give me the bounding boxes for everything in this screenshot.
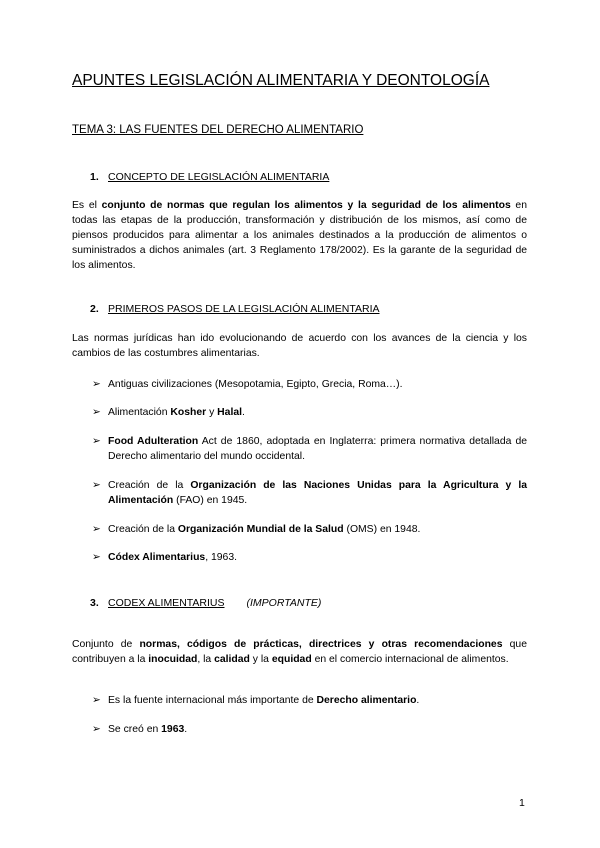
text-run: . — [184, 724, 188, 735]
list-item — [92, 478, 527, 508]
section-1-heading — [90, 171, 329, 183]
list-item — [92, 405, 527, 420]
text-run: Creación de la — [108, 480, 191, 491]
text-run: . — [242, 407, 245, 418]
section-2-intro: Las normas jurídicas han ido evolucionando de acuerdo con los avances de la ciencia y los cambios de las costumbres alimentarias. — [72, 333, 527, 359]
section-title: CONCEPTO DE LEGISLACIÓN ALIMENTARIA — [108, 171, 330, 183]
text-run: Es el — [72, 200, 102, 211]
arrow-bullet-icon: ➢ — [92, 695, 101, 706]
section-3-paragraph — [72, 637, 527, 667]
text-run: Es la fuente internacional más importante de — [108, 695, 317, 706]
section-number: 2. — [90, 303, 99, 315]
bold-run: Food Adulteration — [108, 436, 199, 447]
bold-run: Derecho alimentario — [316, 695, 417, 706]
arrow-bullet-icon: ➢ — [92, 436, 101, 447]
list-item — [92, 434, 527, 464]
list-item — [92, 522, 527, 537]
arrow-bullet-icon: ➢ — [92, 480, 101, 491]
text-run: en el comercio internacional de alimentos. — [311, 654, 509, 665]
section-number: 1. — [90, 171, 99, 183]
bold-run: conjunto de normas que regulan los alimentos y la seguridad de los alimentos — [101, 200, 511, 211]
document-title: APUNTES LEGISLACIÓN ALIMENTARIA Y DEONTOLOGÍA — [72, 72, 490, 89]
section-title: PRIMEROS PASOS DE LA LEGISLACIÓN ALIMENTARIA — [108, 303, 380, 315]
text-run: Act de 1860, adoptada en Inglaterra: primera normativa detallada de Derecho alimentario del mundo occidental. — [108, 436, 528, 462]
text-run: Creación de la — [108, 524, 178, 535]
arrow-bullet-icon: ➢ — [92, 552, 101, 563]
text-run: y — [206, 407, 218, 418]
section-2-heading — [90, 303, 380, 315]
bold-run: calidad — [214, 654, 250, 665]
text-run: . — [416, 695, 420, 706]
arrow-bullet-icon: ➢ — [92, 379, 101, 390]
text-run: Se creó en — [108, 724, 162, 735]
section-1-paragraph — [72, 198, 527, 273]
text-run: en todas las etapas de la producción, transformación y distribución de los mismos, así como de piensos producidos para alimentar a los animales destinados a la producción de alimentos o suministrados a dichos animales (art. 3 Reglamento 178/2002). Es la garante de la seguridad de los alimentos. — [72, 200, 527, 271]
text-run: que contribuyen a la — [72, 639, 527, 665]
bold-run: Organización de las Naciones Unidas para la Agricultura y la Alimentación — [108, 480, 528, 506]
bold-run: 1963 — [161, 724, 185, 735]
text-run: Alimentación — [108, 407, 171, 418]
arrow-bullet-icon: ➢ — [92, 524, 101, 535]
text-run: Conjunto de — [72, 639, 140, 650]
bold-run: inocuidad — [148, 654, 198, 665]
section-number: 3. — [90, 597, 99, 609]
page-number: 1 — [519, 797, 525, 809]
bold-run: normas, códigos de prácticas, directrices y otras recomendaciones — [139, 639, 503, 650]
list-item — [92, 377, 527, 392]
list-item — [92, 722, 527, 737]
bold-run: equidad — [271, 654, 312, 665]
text-run: (OMS) en 1948. — [343, 524, 421, 535]
section-3-heading — [90, 597, 321, 609]
list-item — [92, 550, 527, 565]
text-run: , la — [197, 654, 215, 665]
arrow-bullet-icon: ➢ — [92, 407, 101, 418]
list-item — [92, 693, 527, 708]
bold-run: Kosher — [170, 407, 207, 418]
text-run: y la — [249, 654, 272, 665]
bold-run: Halal — [217, 407, 243, 418]
text-run: (FAO) en 1945. — [173, 495, 248, 506]
section-title: CODEX ALIMENTARIUS — [108, 597, 225, 609]
document-subtitle: TEMA 3: LAS FUENTES DEL DERECHO ALIMENTARIO — [72, 124, 364, 136]
text-run: Antiguas civilizaciones (Mesopotamia, Egipto, Grecia, Roma…). — [108, 379, 403, 390]
bold-run: Códex Alimentarius — [108, 552, 206, 563]
bold-run: Organización Mundial de la Salud — [177, 524, 344, 535]
text-run: , 1963. — [205, 552, 237, 563]
arrow-bullet-icon: ➢ — [92, 724, 101, 735]
section-note: (IMPORTANTE) — [246, 597, 322, 609]
